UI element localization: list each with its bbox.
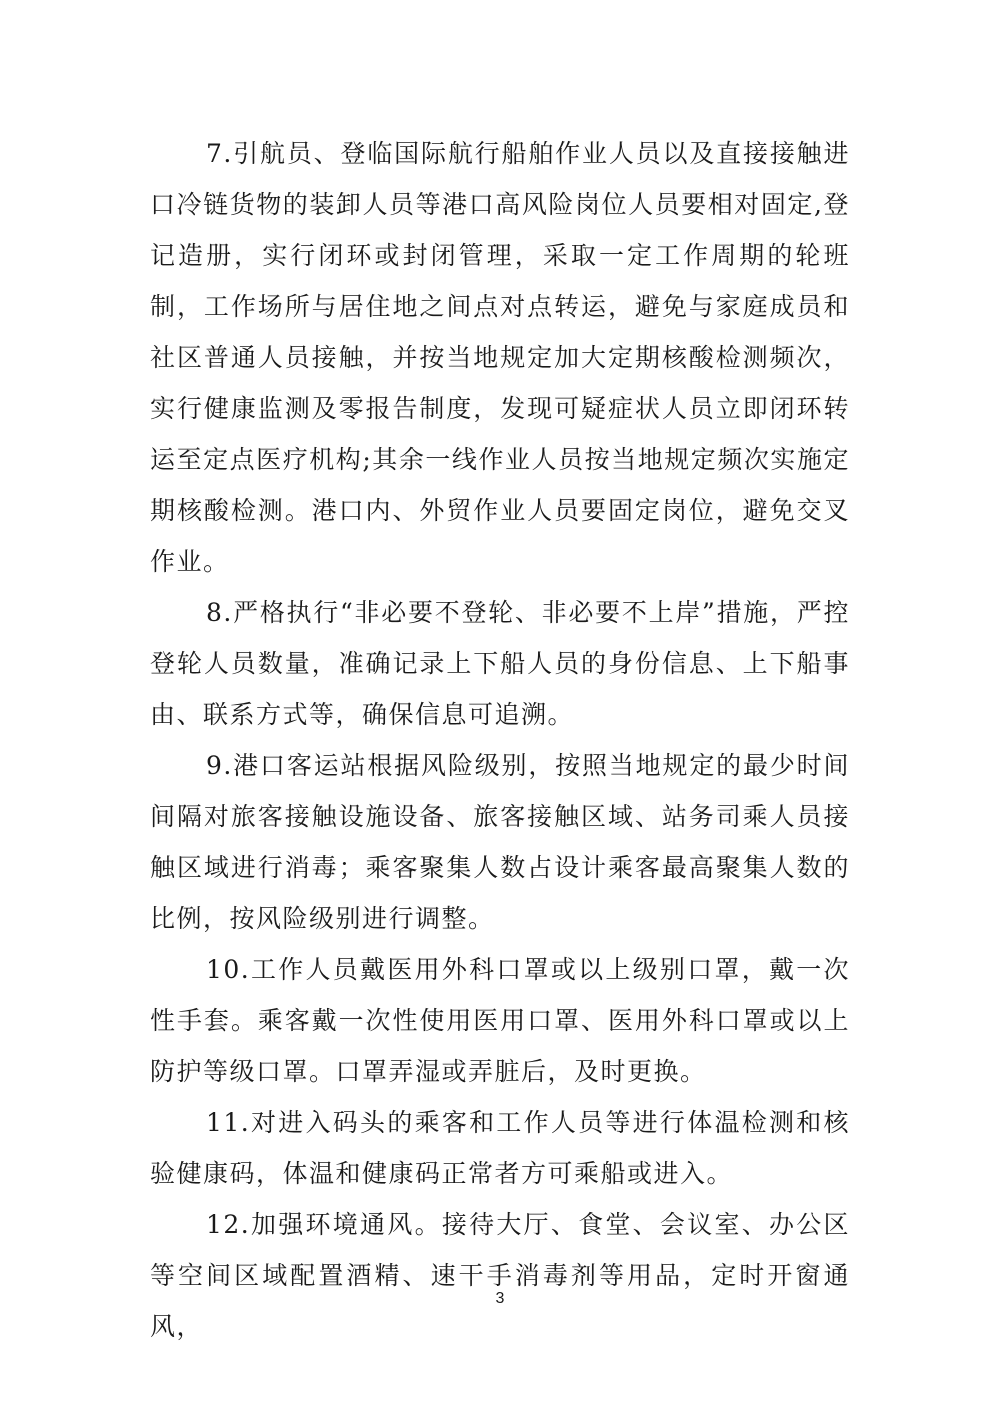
paragraph-item-11: 11.对进入码头的乘客和工作人员等进行体温检测和核验健康码，体温和健康码正常者方可乘船或进入。	[150, 1108, 850, 1188]
paragraph-item-10: 10.工作人员戴医用外科口罩或以上级别口罩，戴一次性手套。乘客戴一次性使用医用口罩、医用外科口罩或以上防护等级口罩。口罩弄湿或弄脏后，及时更换。	[150, 955, 850, 1086]
paragraph-item-9: 9.港口客运站根据风险级别，按照当地规定的最少时间间隔对旅客接触设施设备、旅客接触区域、站务司乘人员接触区域进行消毒；乘客聚集人数占设计乘客最高聚集人数的比例，按风险级别进行调整。	[150, 751, 850, 933]
paragraph-item-7: 7.引航员、登临国际航行船舶作业人员以及直接接触进口冷链货物的装卸人员等港口高风险岗位人员要相对固定,登记造册，实行闭环或封闭管理，采取一定工作周期的轮班制，工作场所与居住地之间点对点转运，避免与家庭成员和社区普通人员接触，并按当地规定加大定期核酸检测频次，实行健康监测及零报告制度，发现可疑症状人员立即闭环转运至定点医疗机构;其余一线作业人员按当地规定频次实施定期核酸检测。港口内、外贸作业人员要固定岗位，避免交叉作业。	[150, 139, 850, 576]
document-body	[150, 128, 850, 1352]
paragraph-item-8: 8.严格执行“非必要不登轮、非必要不上岸”措施，严控登轮人员数量，准确记录上下船人员的身份信息、上下船事由、联系方式等，确保信息可追溯。	[150, 598, 850, 729]
page-number: 3	[495, 1290, 505, 1307]
paragraph-item-12: 12.加强环境通风。接待大厅、食堂、会议室、办公区等空间区域配置酒精、速干手消毒剂等用品，定时开窗通风，	[150, 1210, 850, 1341]
